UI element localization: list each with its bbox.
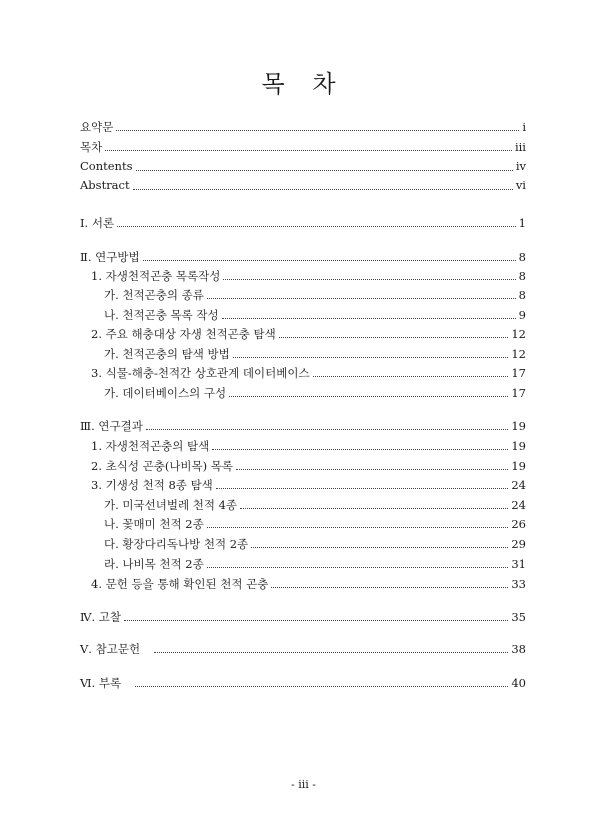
toc-entry-label: 가. 미국선녀벌레 천적 4종	[104, 498, 238, 512]
toc-entry[interactable]	[104, 307, 526, 323]
toc-leader-dots	[116, 129, 519, 131]
toc-leader-dots	[207, 526, 509, 528]
toc-entry[interactable]	[80, 641, 526, 657]
toc-entry[interactable]	[104, 497, 526, 513]
toc-entry-label: 라. 나비목 천적 2종	[104, 557, 204, 571]
toc-entry-page: 8	[518, 269, 526, 283]
toc-entry-label: 나. 천적곤충 목록 작성	[104, 308, 219, 322]
toc-entry-page: 17	[511, 366, 526, 380]
toc-leader-dots	[222, 317, 516, 319]
toc-entry-page: 24	[511, 478, 526, 492]
toc-leader-dots	[313, 375, 509, 377]
toc-entry-page: 12	[511, 347, 526, 361]
toc-leader-dots	[229, 395, 508, 397]
toc-entry-label: Ⅲ. 연구결과	[80, 419, 143, 433]
toc-entry-label: 3. 기생성 천적 8종 탐색	[91, 478, 213, 492]
toc-entry[interactable]	[80, 675, 526, 691]
toc-entry-page: iii	[514, 140, 526, 154]
toc-entry-label: Abstract	[80, 178, 130, 192]
toc-leader-dots	[216, 487, 509, 489]
toc-entry[interactable]	[80, 159, 526, 175]
toc-entry-label: Ⅴ. 참고문헌	[80, 642, 141, 656]
toc-entry[interactable]	[104, 287, 526, 303]
toc-entry[interactable]	[80, 139, 526, 155]
toc-leader-dots	[154, 651, 508, 653]
toc-entry-label: 1. 자생천적곤충 목록작성	[91, 269, 221, 283]
toc-entry[interactable]	[91, 365, 526, 381]
toc-leader-dots	[207, 297, 516, 299]
toc-entry-page: vi	[515, 178, 526, 192]
toc-entry[interactable]	[104, 385, 526, 401]
toc-entry-label: Ⅳ. 고찰	[80, 610, 122, 624]
toc-entry-page: 17	[511, 386, 526, 400]
toc-entry-label: 요약문	[80, 120, 114, 134]
toc-entry-label: 1. 자생천적곤충의 탐색	[91, 439, 210, 453]
toc-entry[interactable]	[91, 268, 526, 284]
toc-entry-label: 다. 황장다리독나방 천적 2종	[104, 537, 249, 551]
toc-entry-page: 9	[518, 308, 526, 322]
toc-entry-page: 19	[511, 439, 526, 453]
toc-entry[interactable]	[91, 326, 526, 342]
toc-entry-page: 24	[511, 498, 526, 512]
toc-entry-page: 12	[511, 327, 526, 341]
toc-leader-dots	[124, 619, 508, 621]
toc-leader-dots	[133, 188, 513, 190]
toc-entry[interactable]	[91, 438, 526, 454]
toc-entry-label: 목차	[80, 140, 103, 154]
toc-leader-dots	[212, 448, 508, 450]
toc-leader-dots	[135, 685, 508, 687]
toc-entry-page: 8	[518, 250, 526, 264]
toc-entry-page: 38	[511, 642, 526, 656]
toc-leader-dots	[251, 546, 508, 548]
toc-entry-label: 가. 데이터베이스의 구성	[104, 386, 227, 400]
toc-leader-dots	[105, 149, 512, 151]
toc-entry[interactable]	[104, 556, 526, 572]
toc-leader-dots	[146, 428, 509, 430]
toc-entry-page: 29	[511, 537, 526, 551]
toc-leader-dots	[136, 169, 513, 171]
toc-entry[interactable]	[80, 119, 526, 135]
toc-entry[interactable]	[104, 536, 526, 552]
toc-entry[interactable]	[80, 178, 526, 194]
toc-entry-page: 1	[518, 216, 526, 230]
toc-entry[interactable]	[80, 418, 526, 434]
toc-entry-label: 나. 꽃매미 천적 2종	[104, 517, 204, 531]
toc-leader-dots	[223, 278, 515, 280]
toc-entry[interactable]	[80, 249, 526, 265]
toc-entry-page: 19	[511, 419, 526, 433]
toc-entry[interactable]	[91, 458, 526, 474]
toc-leader-dots	[143, 259, 516, 261]
toc-entry-page: 40	[511, 676, 526, 690]
toc-entry[interactable]	[91, 477, 526, 493]
toc-entry-page: 8	[518, 288, 526, 302]
toc-entry-label: Ⅱ. 연구방법	[80, 250, 140, 264]
toc-leader-dots	[233, 356, 509, 358]
page-title: 목 차	[261, 70, 346, 98]
toc-leader-dots	[207, 566, 509, 568]
toc-entry-page: 19	[511, 459, 526, 473]
toc-entry-page: 26	[511, 517, 526, 531]
toc-leader-dots	[279, 336, 509, 338]
toc-entry[interactable]	[80, 215, 526, 231]
toc-leader-dots	[240, 507, 508, 509]
toc-entry-label: 2. 주요 해충대상 자생 천적곤충 탐색	[91, 327, 276, 341]
toc-entry[interactable]	[80, 609, 526, 625]
toc-entry-page: iv	[515, 159, 526, 173]
toc-leader-dots	[271, 586, 508, 588]
toc-entry-label: 2. 초식성 곤충(나비목) 목록	[91, 459, 234, 473]
toc-entry-page: 35	[511, 610, 526, 624]
toc-leader-dots	[117, 225, 516, 227]
toc-entry-page: 33	[511, 577, 526, 591]
toc-entry-label: Ⅵ. 부록	[80, 676, 122, 690]
toc-entry-label: 가. 천적곤충의 종류	[104, 288, 204, 302]
page-number: - iii -	[291, 778, 316, 791]
toc-entry[interactable]	[91, 576, 526, 592]
toc-entry[interactable]	[104, 346, 526, 362]
toc-entry-label: Ⅰ. 서론	[80, 216, 115, 230]
toc-entry-label: 4. 문헌 등을 통해 확인된 천적 곤충	[91, 577, 269, 591]
toc-entry-page: 31	[511, 557, 526, 571]
toc-entry-page: i	[522, 120, 526, 134]
toc-entry-label: 가. 천적곤충의 탐색 방법	[104, 347, 230, 361]
toc-entry[interactable]	[104, 516, 526, 532]
toc-entry-label: 3. 식물-해충-천적간 상호관계 데이터베이스	[91, 366, 310, 380]
toc-leader-dots	[236, 468, 508, 470]
toc-entry-label: Contents	[80, 159, 133, 173]
